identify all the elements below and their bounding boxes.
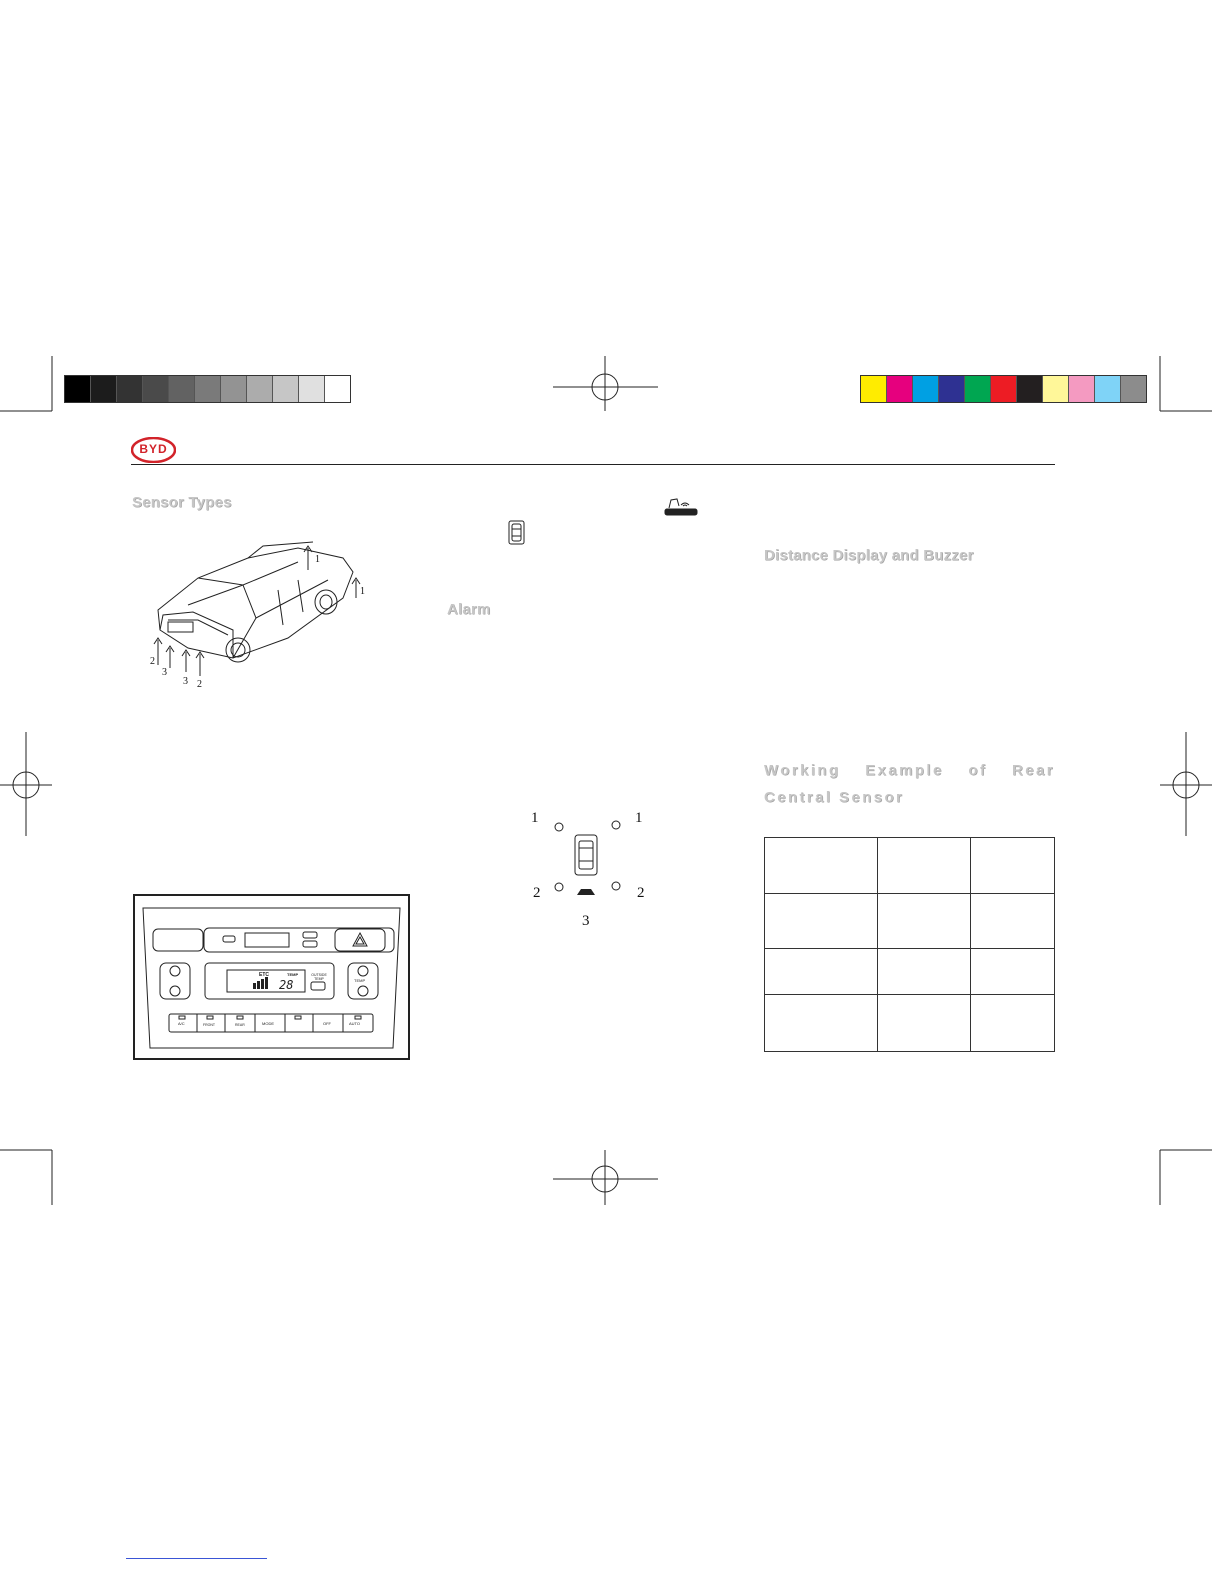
parking-sensor-switch-icon xyxy=(663,496,699,518)
table-cell xyxy=(878,838,971,894)
sensor-indicator-diagram xyxy=(545,815,635,915)
climate-control-panel-figure xyxy=(133,894,410,1060)
table-row xyxy=(765,995,1055,1052)
indicator-label-1-left: 1 xyxy=(531,810,539,826)
indicator-label-3: 3 xyxy=(582,913,590,929)
color-swatch xyxy=(887,376,913,402)
color-swatch xyxy=(939,376,965,402)
color-calibration-bar xyxy=(860,375,1147,403)
car-sensor-location-diagram xyxy=(138,540,368,695)
car-callout-2a: 2 xyxy=(150,656,155,667)
grayscale-swatch xyxy=(65,376,91,402)
car-callout-3b: 3 xyxy=(183,676,188,687)
panel-display-temp-value: 28 xyxy=(279,978,294,992)
table-cell xyxy=(765,838,878,894)
color-swatch xyxy=(913,376,939,402)
table-cell xyxy=(878,894,971,949)
table-cell xyxy=(765,894,878,949)
panel-display-temp-label: TEMP xyxy=(287,972,299,977)
grayscale-swatch xyxy=(299,376,325,402)
panel-display-mode: ETC xyxy=(259,972,269,978)
grayscale-swatch xyxy=(91,376,117,402)
panel-outside-temp-label: OUTSIDE TEMP xyxy=(311,973,327,981)
panel-btn-front: FRONT xyxy=(203,1023,216,1027)
table-cell xyxy=(878,949,971,995)
grayscale-swatch xyxy=(247,376,273,402)
grayscale-swatch xyxy=(195,376,221,402)
grayscale-swatch xyxy=(273,376,299,402)
grayscale-swatch xyxy=(143,376,169,402)
panel-btn-auto: AUTO xyxy=(349,1021,361,1026)
header-rule xyxy=(131,464,1055,465)
working-example-table xyxy=(764,837,1055,1052)
panel-btn-off: OFF xyxy=(323,1021,331,1026)
table-cell xyxy=(765,995,878,1052)
car-callout-2b: 2 xyxy=(197,679,202,690)
heading-distance-display: Distance Display and Buzzer xyxy=(764,547,974,564)
color-swatch xyxy=(965,376,991,402)
climate-panel-drawing xyxy=(135,896,408,1058)
color-swatch xyxy=(1043,376,1069,402)
table-row xyxy=(765,894,1055,949)
heading-alarm: Alarm xyxy=(447,601,491,618)
vehicle-top-view-icon xyxy=(508,520,525,545)
color-swatch xyxy=(861,376,887,402)
indicator-label-1-right: 1 xyxy=(635,810,643,826)
panel-temp-knob-label: TEMP xyxy=(354,978,366,983)
car-callout-1a: 1 xyxy=(315,554,320,565)
grayscale-swatch xyxy=(117,376,143,402)
panel-btn-rear: REAR xyxy=(235,1023,245,1027)
table-cell xyxy=(971,995,1055,1052)
table-cell xyxy=(971,838,1055,894)
brand-logo xyxy=(131,437,176,463)
grayscale-swatch xyxy=(325,376,350,402)
indicator-label-2-left: 2 xyxy=(533,885,541,901)
grayscale-swatch xyxy=(169,376,195,402)
footer-link-rule xyxy=(126,1558,267,1559)
color-swatch xyxy=(1069,376,1095,402)
heading-working-example: Working Example of Rear Central Sensor xyxy=(764,762,1055,806)
panel-btn-ac: A/C xyxy=(178,1021,185,1026)
car-callout-1b: 1 xyxy=(360,586,365,597)
table-row xyxy=(765,949,1055,995)
table-cell xyxy=(765,949,878,995)
color-swatch xyxy=(1121,376,1146,402)
grayscale-swatch xyxy=(221,376,247,402)
table-cell xyxy=(878,995,971,1052)
heading-sensor-types: Sensor Types xyxy=(132,494,232,511)
table-cell xyxy=(971,894,1055,949)
grayscale-calibration-bar xyxy=(64,375,351,403)
logo-text: BYD xyxy=(139,442,168,456)
color-swatch xyxy=(991,376,1017,402)
car-callout-3a: 3 xyxy=(162,667,167,678)
table-cell xyxy=(971,949,1055,995)
table-row xyxy=(765,838,1055,894)
color-swatch xyxy=(1095,376,1121,402)
color-swatch xyxy=(1017,376,1043,402)
indicator-label-2-right: 2 xyxy=(637,885,645,901)
panel-btn-mode: MODE xyxy=(262,1021,274,1026)
